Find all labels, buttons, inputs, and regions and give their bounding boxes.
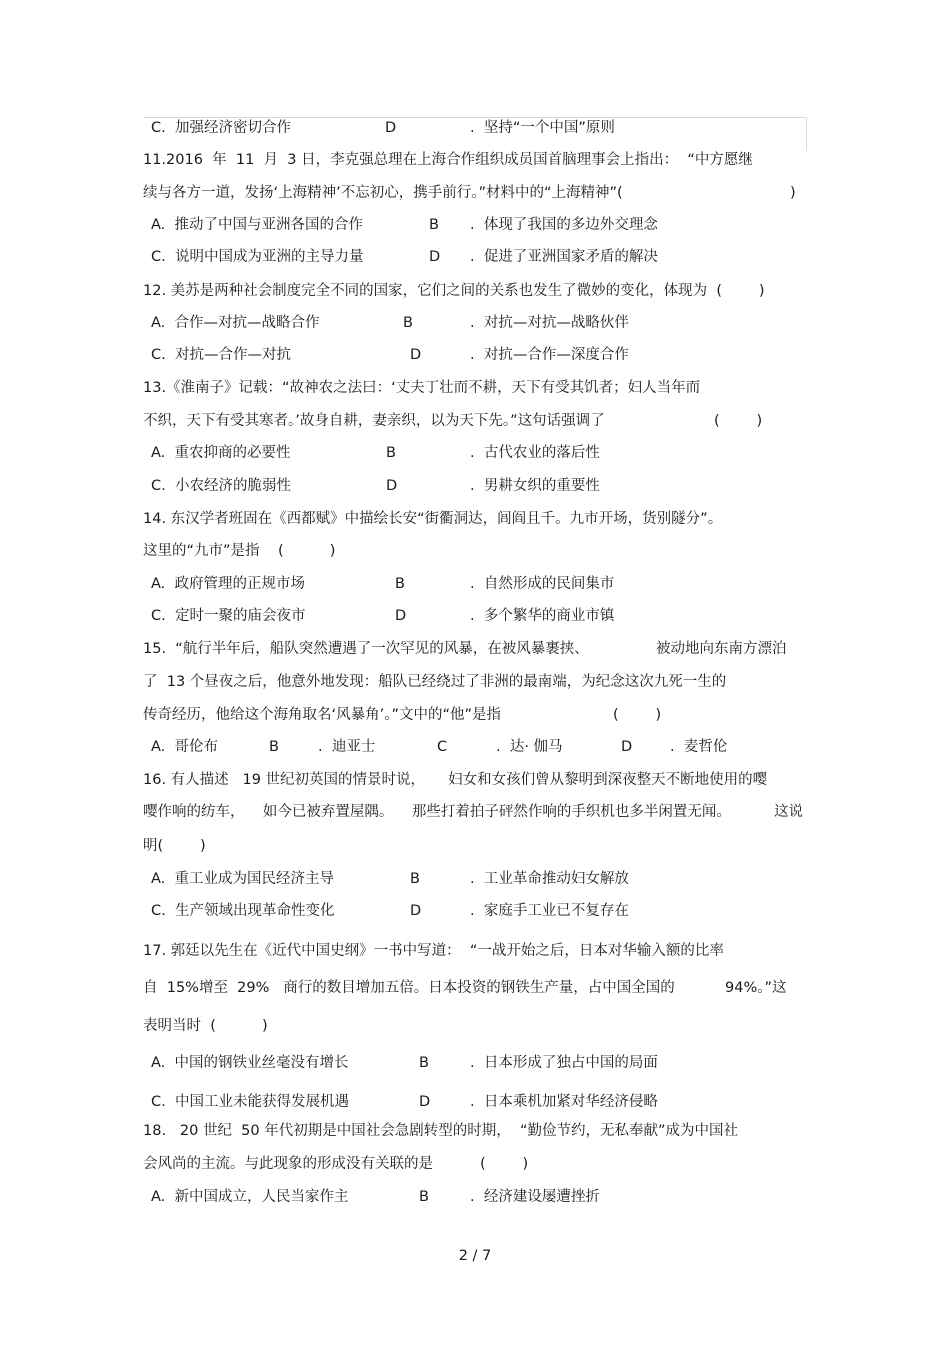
text-line: C. 中国工业未能获得发展机遇 <box>151 1094 349 1110</box>
text-fragment: . 家庭手工业已不复存在 <box>470 903 629 919</box>
text-fragment: . 体现了我国的多边外交理念 <box>470 217 658 233</box>
text-fragment: . 对抗—合作—深度合作 <box>470 347 629 363</box>
text-line: A. 推动了中国与亚洲各国的合作 <box>151 217 363 233</box>
text-line: 不织，天下有受其寒者。’故身自耕，妻亲织，以为天下先。”这句话强调了 <box>143 413 605 429</box>
text-line: C. 说明中国成为亚洲的主导力量 <box>151 249 364 265</box>
text-line: 16. 有人描述 19 世纪初英国的情景时说， 妇女和女孩们曾从黎明到深夜整天不断地使用的嘤 <box>143 772 768 788</box>
text-fragment: 这说 <box>774 804 803 820</box>
table-border-top <box>143 117 807 118</box>
text-fragment: B <box>419 1055 429 1071</box>
text-fragment: B <box>386 445 396 461</box>
text-fragment: B <box>419 1189 429 1205</box>
text-line: A. 政府管理的正规市场 <box>151 576 305 592</box>
text-fragment: . 达· 伽马 <box>496 739 563 755</box>
text-fragment: . 对抗—对抗—战略伙伴 <box>470 315 629 331</box>
text-fragment: D <box>410 903 422 919</box>
text-line: A. 重工业成为国民经济主导 <box>151 871 334 887</box>
text-fragment: D <box>410 347 422 363</box>
text-fragment: D <box>429 249 441 265</box>
text-fragment: ( ) <box>714 413 763 429</box>
text-line: C. 生产领域出现革命性变化 <box>151 903 335 919</box>
text-fragment: . 经济建设屡遭挫折 <box>470 1189 600 1205</box>
text-fragment: 94%。”这 <box>725 980 787 996</box>
text-line: A. 重农抑商的必要性 <box>151 445 291 461</box>
text-fragment: . 日本乘机加紧对华经济侵略 <box>470 1094 658 1110</box>
text-line: C. 加强经济密切合作 <box>151 120 291 136</box>
text-fragment: ) <box>790 185 796 201</box>
text-line: A. 中国的钢铁业丝毫没有增长 <box>151 1055 349 1071</box>
text-line: 嘤作响的纺车， 如今已被弃置屋隅。 那些打着拍子砰然作响的手织机也多半闲置无闻。 <box>143 804 731 820</box>
text-fragment: . 工业革命推动妇女解放 <box>470 871 629 887</box>
text-line: 13.《淮南子》记载：“故神农之法曰：‘丈夫丁壮而不耕，天下有受其饥者；妇人当年而 <box>143 380 701 396</box>
text-line: 表明当时 ( ) <box>143 1018 268 1034</box>
text-fragment: . 自然形成的民间集市 <box>470 576 615 592</box>
text-fragment: . 促进了亚洲国家矛盾的解决 <box>470 249 658 265</box>
text-line: A. 哥伦布 <box>151 739 218 755</box>
text-fragment: . 男耕女织的重要性 <box>470 478 600 494</box>
text-fragment: . 麦哲伦 <box>670 739 728 755</box>
text-line: 续与各方一道，发扬‘上海精神’不忘初心，携手前行。”材料中的“上海精神”( <box>143 185 623 201</box>
text-line: C. 小农经济的脆弱性 <box>151 478 291 494</box>
text-fragment: . 坚持“一个中国”原则 <box>470 120 615 136</box>
text-fragment: C <box>437 739 448 755</box>
text-line: 自 15%增至 29% 商行的数目增加五倍。日本投资的钢铁生产量，占中国全国的 <box>143 980 675 996</box>
text-fragment: . 古代农业的落后性 <box>470 445 600 461</box>
text-fragment: B <box>395 576 405 592</box>
text-fragment: D <box>419 1094 431 1110</box>
table-border-right <box>806 117 807 151</box>
text-line: 12. 美苏是两种社会制度完全不同的国家，它们之间的关系也发生了微妙的变化，体现为 ( ) <box>143 283 765 299</box>
text-fragment: D <box>385 120 397 136</box>
text-line: 15. “航行半年后，船队突然遭遇了一次罕见的风暴，在被风暴裹挟、 <box>143 641 589 657</box>
text-fragment: D <box>395 608 407 624</box>
text-line: 了 13 个昼夜之后，他意外地发现：船队已经绕过了非洲的最南端，为纪念这次九死一生的 <box>143 674 727 690</box>
text-line: 17. 郭廷以先生在《近代中国史纲》一书中写道： “一战开始之后，日本对华输入额的比率 <box>143 943 724 959</box>
text-fragment: B <box>403 315 413 331</box>
text-fragment: B <box>429 217 439 233</box>
page-number: 2 / 7 <box>458 1248 492 1264</box>
text-fragment: D <box>386 478 398 494</box>
text-line: 明( ) <box>143 838 206 854</box>
text-line: C. 定时一聚的庙会夜市 <box>151 608 306 624</box>
text-line: 这里的“九市”是指 ( ) <box>143 543 336 559</box>
text-line: 会风尚的主流。与此现象的形成没有关联的是 <box>143 1156 433 1172</box>
text-line: C. 对抗—合作—对抗 <box>151 347 291 363</box>
text-fragment: D <box>621 739 633 755</box>
text-fragment: ( ) <box>480 1156 529 1172</box>
text-fragment: ( ) <box>613 707 662 723</box>
text-line: A. 合作—对抗—战略合作 <box>151 315 320 331</box>
text-line: A. 新中国成立，人民当家作主 <box>151 1189 349 1205</box>
text-line: 传奇经历，他给这个海角取名‘风暴角’。”文中的“他”是指 <box>143 707 502 723</box>
text-line: 14. 东汉学者班固在《西都赋》中描绘长安“街衢洞达，闾阎且千。九市开场，货别隧分”。 <box>143 511 723 527</box>
text-fragment: B <box>269 739 279 755</box>
text-fragment: B <box>410 871 420 887</box>
text-fragment: . 多个繁华的商业市镇 <box>470 608 615 624</box>
text-line: 11.2016 年 11 月 3 日，李克强总理在上海合作组织成员国首脑理事会上指出： “中方愿继 <box>143 152 753 168</box>
text-fragment: . 迪亚士 <box>318 739 376 755</box>
text-line: 18. 20 世纪 50 年代初期是中国社会急剧转型的时期， “勤俭节约，无私奉献”成为中国社 <box>143 1123 738 1139</box>
text-fragment: 被动地向东南方漂泊 <box>656 641 787 657</box>
text-fragment: . 日本形成了独占中国的局面 <box>470 1055 658 1071</box>
